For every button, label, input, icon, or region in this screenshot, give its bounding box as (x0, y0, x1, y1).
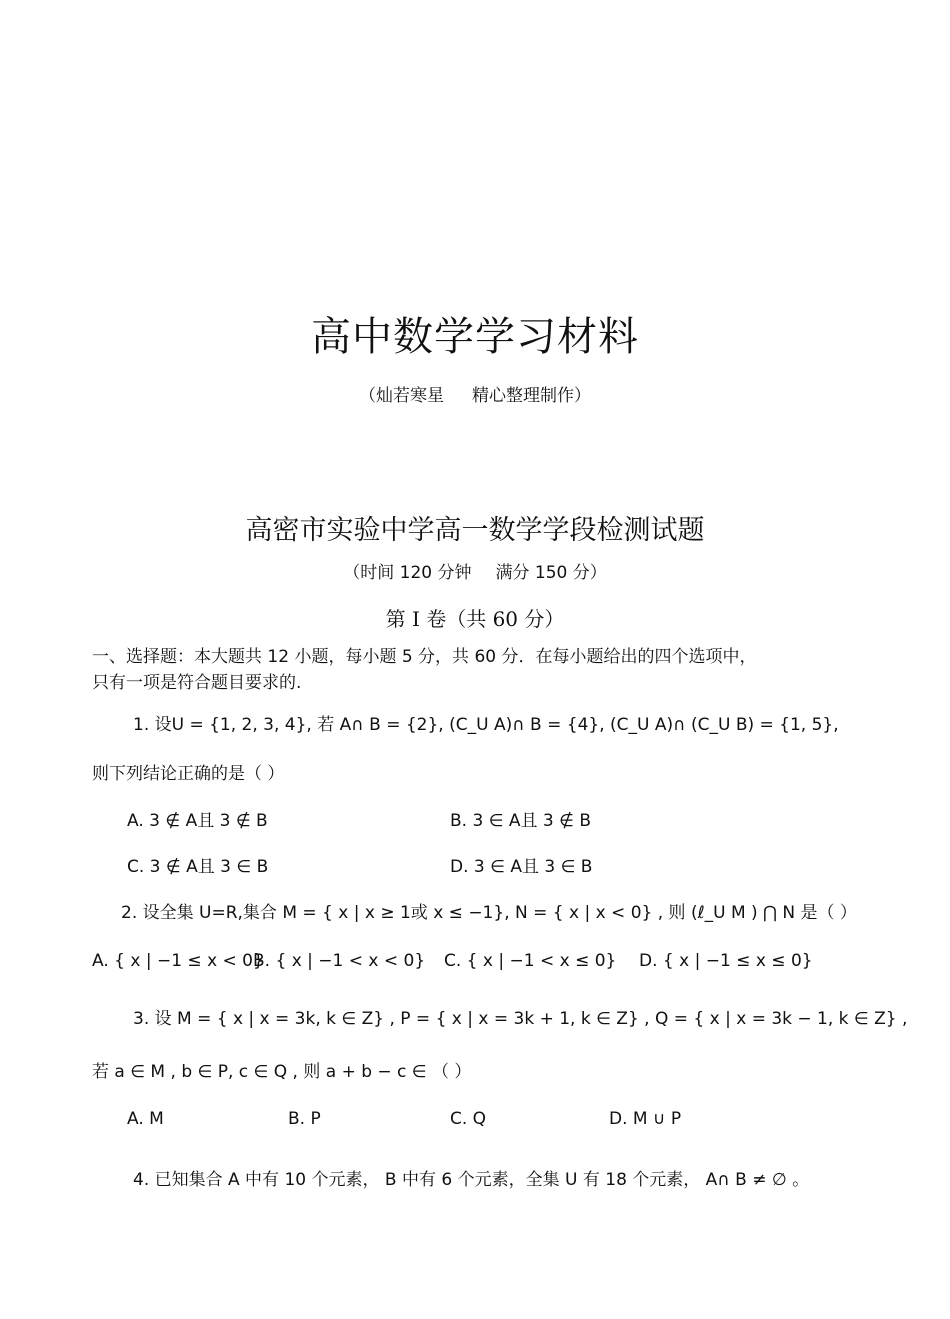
q1-option-a: A. 3 ∉ A且 3 ∉ B (127, 811, 268, 831)
q1-option-b: B. 3 ∈ A且 3 ∉ B (450, 811, 592, 831)
q2-option-a: A. { x | −1 ≤ x < 0} (92, 951, 264, 971)
q3-stem-cont: 若 a ∈ M , b ∈ P, c ∈ Q , 则 a + b − c ∈ （ ） (92, 1062, 472, 1082)
subtitle-left: （灿若寒星 (359, 386, 444, 406)
q3-stem: 3. 设 M = { x | x = 3k, k ∈ Z} , P = { x | x = 3k + 1, k ∈ Z} , Q = { x | x = 3k − 1, k ∈ Z} , (133, 1009, 908, 1029)
q3-option-b: B. P (288, 1109, 321, 1129)
page-title: 高中数学学习材料 (311, 314, 639, 360)
q2-option-c: C. { x | −1 < x ≤ 0} (444, 951, 617, 971)
volume-heading: 第 I 卷（共 60 分） (385, 607, 565, 631)
q2-stem: 2. 设全集 U=R,集合 M = { x | x ≥ 1或 x ≤ −1}, N = { x | x < 0} , 则 (ℓ_U M ) ⋂ N 是（ ） (121, 903, 857, 923)
q3-option-c: C. Q (450, 1109, 487, 1129)
q2-option-d: D. { x | −1 ≤ x ≤ 0} (639, 951, 813, 971)
subtitle (0, 381, 950, 406)
exam-info (0, 558, 950, 583)
q4-stem: 4. 已知集合 A 中有 10 个元素， B 中有 6 个元素，全集 U 有 18 个元素， A∩ B ≠ ∅ 。 (133, 1170, 810, 1190)
exam-score: 满分 150 分） (495, 563, 607, 583)
q3-option-d: D. M ∪ P (609, 1109, 682, 1129)
section-intro-line1: 一、选择题：本大题共 12 小题，每小题 5 分，共 60 分．在每小题给出的四个选项中， (92, 647, 757, 667)
section-intro-line2: 只有一项是符合题目要求的. (92, 673, 302, 693)
q1-stem: 1. 设U = {1, 2, 3, 4}, 若 A∩ B = {2}, (C_U A)∩ B = {4}, (C_U A)∩ (C_U B) = {1, 5}, (133, 715, 839, 735)
q3-option-a: A. M (127, 1109, 164, 1129)
subtitle-right: 精心整理制作） (472, 386, 591, 406)
exam-time: （时间 120 分钟 (343, 563, 472, 583)
q1-stem-cont: 则下列结论正确的是（ ） (92, 764, 285, 784)
q1-option-d: D. 3 ∈ A且 3 ∈ B (450, 857, 593, 877)
q1-option-c: C. 3 ∉ A且 3 ∈ B (127, 857, 269, 877)
q2-option-b: B. { x | −1 < x < 0} (253, 951, 426, 971)
exam-title: 高密市实验中学高一数学学段检测试题 (245, 515, 705, 546)
